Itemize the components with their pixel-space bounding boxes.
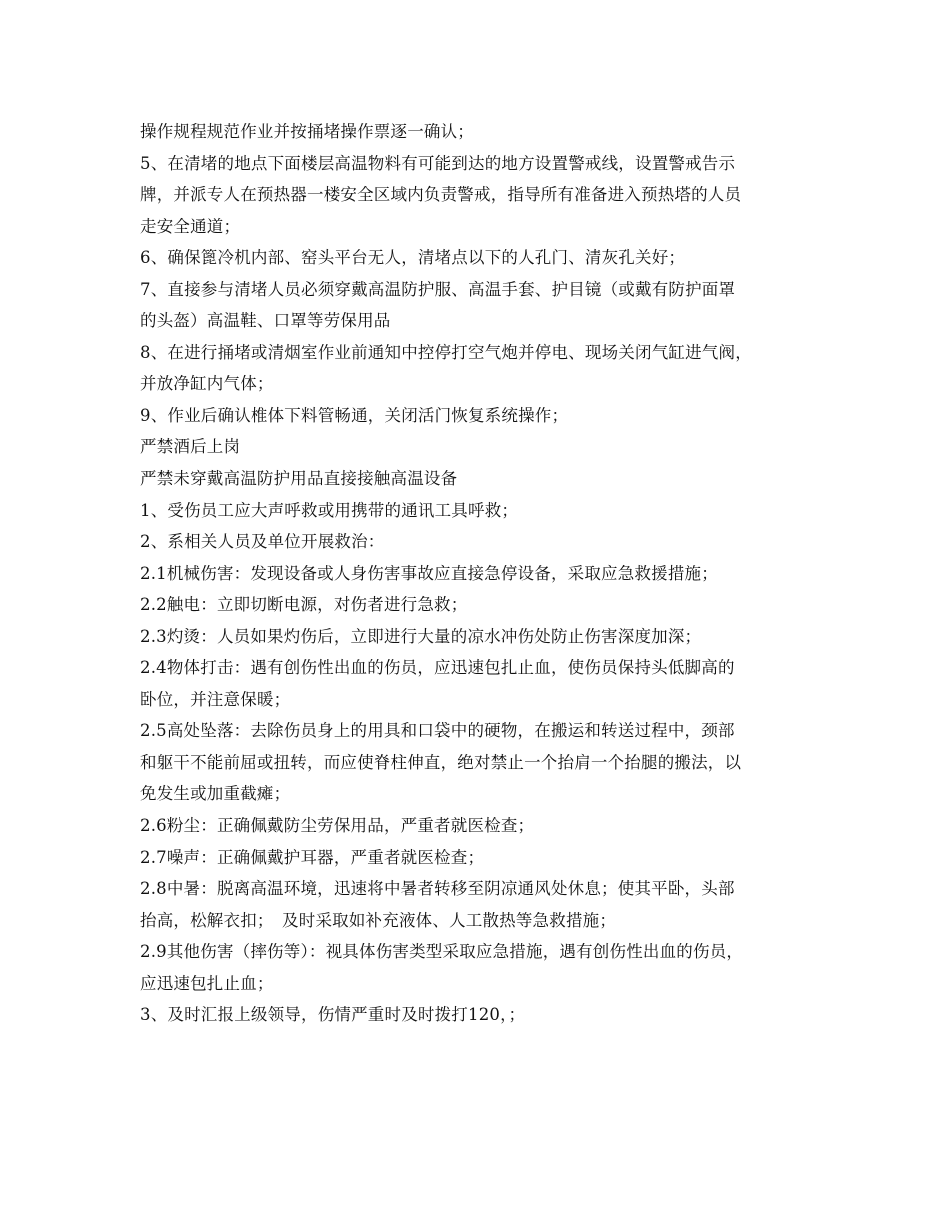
text-line: 严禁酒后上岗: [140, 437, 241, 457]
text-line: 2.5高处坠落：去除伤员身上的用具和口袋中的硬物，在搬运和转送过程中，颈部: [140, 721, 735, 741]
text-line: 免发生或加重截瘫；: [140, 784, 291, 804]
text-line: 5、在清堵的地点下面楼层高温物料有可能到达的地方设置警戒线，设置警戒告示: [140, 153, 736, 173]
text-line: 8、在进行捅堵或清烟室作业前通知中控停打空气炮并停电、现场关闭气缸进气阀，: [140, 342, 752, 362]
text-line: 2.8中暑：脱离高温环境，迅速将中暑者转移至阴凉通风处休息；使其平卧，头部: [140, 879, 735, 899]
text-line: 应迅速包扎止血；: [140, 973, 274, 993]
text-line: 2.7噪声：正确佩戴护耳器，严重者就医检查；: [140, 847, 485, 867]
text-line: 6、确保篦冷机内部、窑头平台无人，清堵点以下的人孔门、清灰孔关好；: [140, 248, 686, 268]
text-line: 7、直接参与清堵人员必须穿戴高温防护服、高温手套、护目镜（或戴有防护面罩: [140, 279, 736, 299]
text-line: 严禁未穿戴高温防护用品直接接触高温设备: [140, 469, 458, 489]
document-body: [140, 116, 840, 1031]
text-line: 1、受伤员工应大声呼救或用携带的通讯工具呼救；: [140, 500, 519, 520]
text-line: 3、及时汇报上级领导，伤情严重时及时拨打120，；: [140, 1005, 526, 1025]
text-line: 和躯干不能前屈或扭转，而应使脊柱伸直，绝对禁止一个抬肩一个抬腿的搬法，以: [140, 752, 742, 772]
text-line: 2.6粉尘：正确佩戴防尘劳保用品，严重者就医检查；: [140, 816, 535, 836]
text-line: 2.1机械伤害：发现设备或人身伤害事故应直接急停设备，采取应急救援措施；: [140, 563, 718, 583]
text-line: 抬高，松解衣扣； 及时采取如补充液体、人工散热等急救措施；: [140, 910, 617, 930]
text-line: 卧位，并注意保暖；: [140, 689, 291, 709]
text-line: 9、作业后确认椎体下料管畅通，关闭活门恢复系统操作；: [140, 405, 569, 425]
text-line: 牌，并派专人在预热器一楼安全区域内负责警戒，指导所有准备进入预热塔的人员: [140, 185, 742, 205]
text-line: 的头盔）高温鞋、口罩等劳保用品: [140, 311, 391, 331]
text-line: 2.3灼烫：人员如果灼伤后，立即进行大量的凉水冲伤处防止伤害深度加深；: [140, 626, 702, 646]
text-line: 走安全通道；: [140, 216, 241, 236]
text-line: 2、系相关人员及单位开展救治：: [140, 532, 385, 552]
text-line: 2.4物体打击：遇有创伤性出血的伤员，应迅速包扎止血，使伤员保持头低脚高的: [140, 658, 735, 678]
text-line: 操作规程规范作业并按捅堵操作票逐一确认；: [140, 122, 474, 141]
text-line: 2.2触电：立即切断电源，对伤者进行急救；: [140, 595, 468, 615]
text-line: 并放净缸内气体；: [140, 374, 274, 394]
text-line: 2.9其他伤害（摔伤等）：视具体伤害类型采取应急措施，遇有创伤性出血的伤员，: [140, 942, 744, 962]
